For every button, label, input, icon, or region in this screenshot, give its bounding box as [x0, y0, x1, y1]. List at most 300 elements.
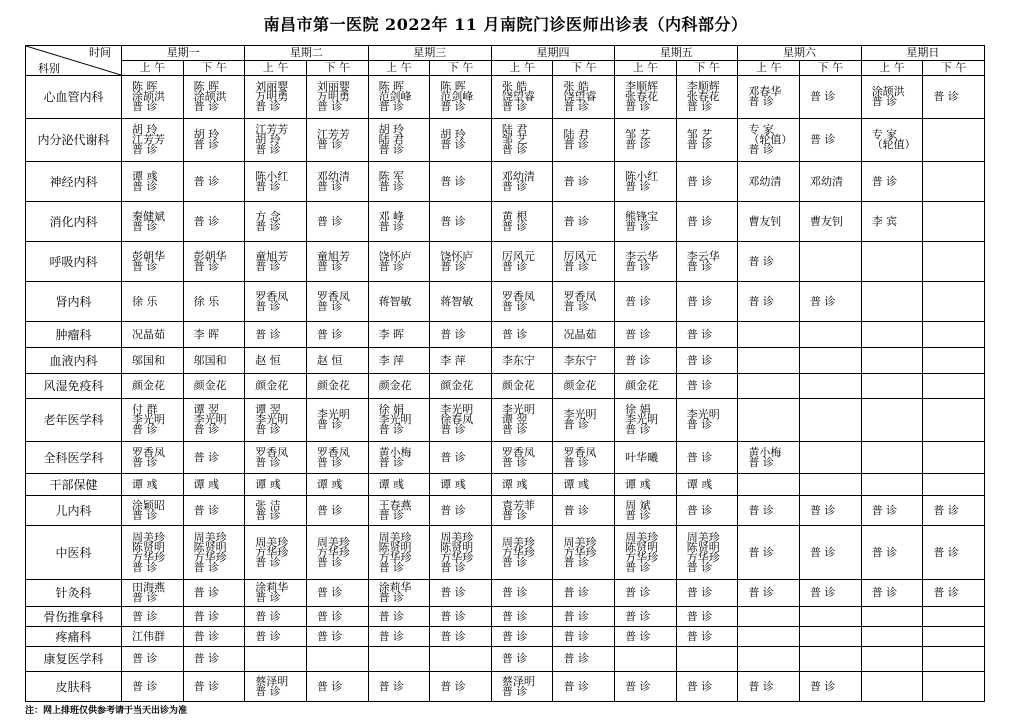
doctor-entry: 李云华	[625, 249, 659, 263]
doctor-entry: 普 诊	[563, 679, 589, 693]
doctor-entry: 赵 恒	[255, 353, 281, 367]
pm-slot	[430, 399, 492, 442]
doctor-entry: 普 诊	[440, 503, 466, 517]
am-slot	[122, 607, 184, 627]
doctor-entry: 普 诊	[501, 259, 528, 273]
doctor-entry: 普 诊	[748, 545, 774, 559]
doctor-entry: 袁芳菲	[501, 498, 535, 512]
doctor-entry: 罗香凤	[255, 289, 289, 303]
am-slot	[615, 348, 677, 374]
am-slot	[122, 242, 184, 282]
doctor-entry: 陈贤明	[686, 540, 720, 554]
doctor-entry: 普 诊	[193, 214, 220, 228]
doctor-entry: 罗香凤	[316, 289, 350, 303]
am-slot	[368, 442, 430, 474]
pm-slot	[183, 607, 245, 627]
doctor-entry: 普 诊	[686, 294, 713, 308]
doctor-entry: 普 诊	[255, 100, 281, 113]
pm-slot	[800, 580, 862, 607]
pm-slot	[553, 496, 615, 526]
doctor-entry: 普 诊	[255, 219, 281, 233]
am-slot	[738, 607, 800, 627]
department-name: 老年医学科	[26, 399, 122, 442]
pm-slot	[306, 76, 368, 119]
doctor-entry: 普 诊	[378, 100, 405, 113]
doctor-entry: 普 诊	[810, 294, 836, 308]
doctor-entry: 谭 彧	[132, 169, 158, 183]
doctor-entry: 胡 玲	[378, 123, 405, 136]
am-slot	[122, 526, 184, 580]
doctor-entry: 饶望睿	[501, 90, 535, 103]
am-slot	[368, 526, 430, 580]
am-slot	[491, 442, 553, 474]
doctor-entry: 罗香凤	[132, 445, 165, 459]
doctor-entry: 李 晖	[378, 327, 405, 341]
doctor-entry: 普 诊	[501, 299, 528, 313]
doctor-entry: 普 诊	[193, 679, 220, 693]
doctor-entry: 徐 娟	[378, 403, 405, 416]
pm-slot	[183, 348, 245, 374]
doctor-entry: 涂颉洪	[193, 90, 227, 103]
doctor-entry: 陈 晖	[378, 80, 405, 93]
doctor-entry: 普 诊	[255, 423, 281, 436]
doctor-entry: 普 诊	[501, 652, 528, 665]
doctor-entry: 颜金花	[563, 379, 597, 392]
doctor-entry: 普 诊	[440, 629, 466, 643]
doctor-entry: 李云华	[686, 249, 720, 263]
pm-slot	[306, 162, 368, 202]
doctor-entry: 普 诊	[132, 560, 158, 574]
doctor-entry: 普 诊	[255, 259, 281, 273]
pm-slot	[553, 242, 615, 282]
am-slot	[738, 526, 800, 580]
pm-slot	[183, 399, 245, 442]
doctor-entry: 普 诊	[625, 179, 651, 193]
doctor-entry: 周美珍	[255, 535, 289, 549]
doctor-entry: 涂莉华	[378, 581, 412, 594]
doctor-entry: 普 诊	[440, 100, 466, 113]
doctor-entry: 普 诊	[933, 545, 959, 559]
schedule-row	[26, 526, 985, 580]
am-slot	[615, 474, 677, 496]
pm-slot	[430, 119, 492, 162]
am-slot	[245, 474, 307, 496]
am-slot	[861, 242, 923, 282]
doctor-entry: 普 诊	[440, 450, 466, 464]
am-slot	[491, 374, 553, 399]
doctor-entry: 普 诊	[378, 219, 405, 233]
doctor-entry: 曹友钊	[810, 214, 844, 228]
doctor-entry: 普 诊	[686, 214, 713, 228]
am-slot	[122, 474, 184, 496]
pm-slot	[430, 202, 492, 242]
doctor-entry: 涂莉华	[255, 581, 289, 594]
pm-slot	[183, 647, 245, 672]
doctor-entry: 徐 乐	[132, 294, 158, 308]
doctor-entry: 李顺辉	[625, 80, 659, 93]
pm-slot	[923, 526, 985, 580]
doctor-entry: 李东宁	[563, 353, 597, 367]
doctor-entry: 普 诊	[440, 214, 466, 228]
department-name: 呼吸内科	[26, 242, 122, 282]
am-slot	[122, 580, 184, 607]
doctor-entry: 普 诊	[193, 503, 220, 517]
schedule-row	[26, 399, 985, 442]
doctor-entry: 专 家	[748, 123, 774, 136]
department-name: 肾内科	[26, 282, 122, 322]
doctor-entry: 普 诊	[378, 591, 405, 604]
am-slot	[738, 399, 800, 442]
pm-slot	[306, 374, 368, 399]
schedule-row	[26, 672, 985, 702]
doctor-entry: 普 诊	[440, 174, 466, 188]
doctor-entry: 普 诊	[748, 679, 774, 693]
pm-header: 下 午	[553, 61, 615, 76]
doctor-entry: 普 诊	[378, 508, 405, 522]
doctor-entry: 普 诊	[132, 219, 158, 233]
doctor-entry: 普 诊	[686, 100, 713, 113]
doctor-entry: 童旭芳	[255, 249, 289, 263]
am-slot	[245, 672, 307, 702]
department-name: 神经内科	[26, 162, 122, 202]
am-slot	[368, 496, 430, 526]
doctor-entry: 罗香凤	[563, 289, 597, 303]
am-slot	[861, 76, 923, 119]
department-name: 肿瘤科	[26, 322, 122, 348]
doctor-entry: 普 诊	[132, 652, 158, 665]
am-slot	[615, 119, 677, 162]
doctor-entry: 普 诊	[501, 179, 528, 193]
doctor-entry: 普 诊	[871, 545, 898, 559]
doctor-entry: 邓幼清	[748, 174, 782, 188]
pm-slot	[800, 374, 862, 399]
doctor-entry: 陈贤明	[440, 540, 474, 554]
doctor-entry: 普 诊	[378, 423, 405, 436]
department-name: 内分泌代谢科	[26, 119, 122, 162]
doctor-entry: 普 诊	[193, 450, 220, 464]
pm-slot	[923, 162, 985, 202]
doctor-entry: 范剑峰	[440, 90, 474, 103]
doctor-entry: 李光明	[132, 413, 165, 426]
doctor-entry: 罗香凤	[563, 445, 597, 459]
am-slot	[861, 202, 923, 242]
doctor-entry: 普 诊	[748, 455, 774, 469]
doctor-entry: 方华珍	[193, 550, 227, 564]
doctor-entry: 普 诊	[193, 174, 220, 188]
pm-slot	[553, 374, 615, 399]
doctor-entry: 李光明	[316, 408, 350, 421]
doctor-entry: 普 诊	[625, 586, 651, 599]
pm-slot	[430, 672, 492, 702]
pm-slot	[183, 580, 245, 607]
am-slot	[615, 399, 677, 442]
pm-header: 下 午	[923, 61, 985, 76]
am-slot	[122, 374, 184, 399]
doctor-entry: 普 诊	[378, 259, 405, 273]
doctor-entry: 江芳芳	[255, 123, 289, 136]
doctor-entry: 普 诊	[501, 555, 528, 569]
doctor-entry: 江芳芳	[132, 133, 165, 146]
am-slot	[491, 627, 553, 647]
pm-slot	[306, 607, 368, 627]
doctor-entry: 方华珍	[686, 550, 720, 564]
am-slot	[738, 580, 800, 607]
am-slot	[245, 627, 307, 647]
doctor-entry: 普 诊	[378, 143, 405, 156]
am-slot	[491, 242, 553, 282]
doctor-entry: 方华珍	[132, 550, 165, 564]
am-slot	[245, 526, 307, 580]
am-slot	[738, 647, 800, 672]
schedule-row	[26, 374, 985, 399]
pm-slot	[430, 627, 492, 647]
doctor-entry: 普 诊	[686, 379, 713, 392]
am-slot	[491, 496, 553, 526]
doctor-entry: 普 诊	[255, 143, 281, 156]
pm-slot	[676, 282, 738, 322]
pm-slot	[553, 322, 615, 348]
doctor-entry: 普 诊	[316, 100, 343, 113]
department-name: 皮肤科	[26, 672, 122, 702]
am-slot	[491, 76, 553, 119]
doctor-entry: 普 诊	[625, 560, 651, 574]
doctor-entry: 普 诊	[132, 591, 158, 604]
doctor-entry: 饶怀庐	[378, 249, 412, 263]
pm-slot	[676, 672, 738, 702]
doctor-entry: （轮值）	[871, 138, 916, 151]
doctor-entry: 普 诊	[563, 174, 589, 188]
department-name: 针灸科	[26, 580, 122, 607]
pm-slot	[800, 627, 862, 647]
am-slot	[615, 242, 677, 282]
doctor-entry: 普 诊	[316, 299, 343, 313]
day-header-row	[26, 46, 985, 61]
am-slot	[122, 647, 184, 672]
pm-slot	[430, 580, 492, 607]
doctor-entry: 罗香凤	[316, 445, 350, 459]
am-slot	[861, 474, 923, 496]
day-header: 星期三	[368, 46, 491, 61]
am-slot	[861, 399, 923, 442]
doctor-entry: 胡 玲	[255, 133, 281, 146]
pm-slot	[676, 119, 738, 162]
pm-slot	[923, 119, 985, 162]
pm-slot	[923, 348, 985, 374]
doctor-entry: 谭 彧	[316, 477, 343, 491]
pm-slot	[183, 526, 245, 580]
am-header: 上 午	[122, 61, 184, 76]
am-slot	[245, 399, 307, 442]
doctor-entry: 李光明	[440, 403, 474, 416]
doctor-entry: 饶望睿	[563, 90, 597, 103]
doctor-entry: 陆 君	[378, 133, 405, 146]
pm-slot	[553, 76, 615, 119]
am-slot	[368, 322, 430, 348]
pm-slot	[430, 162, 492, 202]
schedule-row	[26, 348, 985, 374]
doctor-entry: 普 诊	[501, 586, 528, 599]
doctor-entry: 普 诊	[810, 679, 836, 693]
schedule-row	[26, 442, 985, 474]
doctor-entry: 普 诊	[933, 503, 959, 517]
doctor-entry: 普 诊	[686, 679, 713, 693]
am-slot	[861, 119, 923, 162]
doctor-entry: 普 诊	[563, 455, 589, 469]
doctor-entry: 普 诊	[316, 259, 343, 273]
am-header: 上 午	[245, 61, 307, 76]
doctor-entry: 普 诊	[625, 508, 651, 522]
doctor-entry: 方华珍	[563, 545, 597, 559]
schedule-row	[26, 76, 985, 119]
doctor-entry: 普 诊	[255, 508, 281, 522]
pm-slot	[800, 399, 862, 442]
doctor-entry: 普 诊	[316, 555, 343, 569]
am-slot	[861, 607, 923, 627]
doctor-entry: 蔡泽明	[501, 674, 535, 688]
doctor-entry: 普 诊	[625, 327, 651, 341]
doctor-entry: 张春花	[686, 90, 720, 103]
doctor-entry: 周美珍	[440, 530, 474, 544]
doctor-entry: 普 诊	[440, 423, 466, 436]
doctor-entry: 普 诊	[748, 95, 774, 108]
doctor-entry: 普 诊	[748, 294, 774, 308]
doctor-entry: 普 诊	[378, 609, 405, 623]
pm-slot	[553, 474, 615, 496]
doctor-entry: 普 诊	[378, 679, 405, 693]
department-name: 疼痛科	[26, 627, 122, 647]
schedule-row	[26, 607, 985, 627]
am-slot	[491, 647, 553, 672]
am-slot	[861, 442, 923, 474]
pm-slot	[923, 474, 985, 496]
doctor-entry: 颜金花	[255, 379, 289, 392]
pm-slot	[923, 672, 985, 702]
doctor-entry: 普 诊	[625, 679, 651, 693]
pm-slot	[800, 607, 862, 627]
doctor-entry: 陈 晖	[440, 80, 466, 93]
doctor-entry: 普 诊	[563, 555, 589, 569]
pm-slot	[676, 526, 738, 580]
am-header: 上 午	[861, 61, 923, 76]
pm-slot	[306, 242, 368, 282]
doctor-entry: 普 诊	[501, 609, 528, 623]
am-slot	[368, 474, 430, 496]
pm-slot	[183, 202, 245, 242]
doctor-entry: 普 诊	[440, 586, 466, 599]
doctor-entry: 普 诊	[378, 179, 405, 193]
doctor-entry: 普 诊	[132, 508, 158, 522]
pm-header: 下 午	[800, 61, 862, 76]
am-slot	[245, 282, 307, 322]
doctor-entry: 普 诊	[563, 652, 589, 665]
doctor-entry: 普 诊	[563, 214, 589, 228]
pm-slot	[923, 374, 985, 399]
am-slot	[368, 399, 430, 442]
doctor-entry: 况晶茹	[132, 327, 165, 341]
am-slot	[738, 672, 800, 702]
doctor-entry: 普 诊	[316, 455, 343, 469]
schedule-row	[26, 202, 985, 242]
am-slot	[368, 282, 430, 322]
doctor-entry: 周美珍	[316, 535, 350, 549]
pm-header: 下 午	[306, 61, 368, 76]
am-slot	[368, 119, 430, 162]
am-slot	[122, 672, 184, 702]
am-slot	[368, 607, 430, 627]
doctor-entry: 普 诊	[193, 423, 220, 436]
department-name: 中医科	[26, 526, 122, 580]
doctor-entry: 普 诊	[255, 455, 281, 469]
doctor-entry: 邓 峰	[378, 209, 405, 223]
doctor-entry: 普 诊	[255, 591, 281, 604]
doctor-entry: 厉风元	[563, 249, 597, 263]
pm-slot	[676, 496, 738, 526]
doctor-entry: 专 家	[871, 128, 898, 141]
am-slot	[368, 672, 430, 702]
schedule-row	[26, 242, 985, 282]
am-slot	[738, 348, 800, 374]
doctor-entry: 彭朝华	[193, 249, 227, 263]
pm-slot	[430, 348, 492, 374]
doctor-entry: 普 诊	[132, 100, 158, 113]
time-label: 时间	[89, 46, 111, 59]
pm-slot	[800, 242, 862, 282]
am-slot	[122, 627, 184, 647]
doctor-entry: 普 诊	[255, 629, 281, 643]
am-slot	[368, 162, 430, 202]
doctor-entry: 颜金花	[440, 379, 474, 392]
pm-slot	[306, 348, 368, 374]
doctor-entry: 厉风元	[501, 249, 535, 263]
doctor-entry: 普 诊	[810, 133, 836, 146]
doctor-entry: 邓幼清	[810, 174, 844, 188]
pm-slot	[430, 442, 492, 474]
doctor-entry: 饶怀庐	[440, 249, 474, 263]
doctor-entry: 普 诊	[686, 503, 713, 517]
am-slot	[738, 242, 800, 282]
pm-slot	[306, 202, 368, 242]
doctor-entry: 罗香凤	[501, 445, 535, 459]
pm-slot	[676, 580, 738, 607]
pm-slot	[430, 496, 492, 526]
pm-slot	[923, 399, 985, 442]
doctor-entry: 秦健斌	[132, 209, 165, 223]
department-name: 风湿免疫科	[26, 374, 122, 399]
doctor-entry: 陈小红	[625, 169, 659, 183]
pm-slot	[553, 526, 615, 580]
pm-slot	[800, 496, 862, 526]
pm-slot	[306, 119, 368, 162]
am-slot	[738, 322, 800, 348]
pm-slot	[800, 348, 862, 374]
doctor-entry: （轮值）	[748, 133, 793, 146]
am-slot	[245, 162, 307, 202]
am-slot	[615, 627, 677, 647]
am-slot	[738, 496, 800, 526]
ampm-header-row	[26, 61, 985, 76]
doctor-entry: 方华珍	[440, 550, 474, 564]
am-slot	[491, 526, 553, 580]
am-slot	[122, 399, 184, 442]
doctor-entry: 普 诊	[625, 138, 651, 151]
schedule-row	[26, 322, 985, 348]
doctor-entry: 邓幼清	[501, 169, 535, 183]
doctor-entry: 普 诊	[255, 684, 281, 698]
doctor-entry: 谭 彧	[193, 477, 220, 491]
pm-slot	[800, 474, 862, 496]
doctor-entry: 谭 彧	[440, 477, 466, 491]
doctor-entry: 普 诊	[563, 138, 589, 151]
